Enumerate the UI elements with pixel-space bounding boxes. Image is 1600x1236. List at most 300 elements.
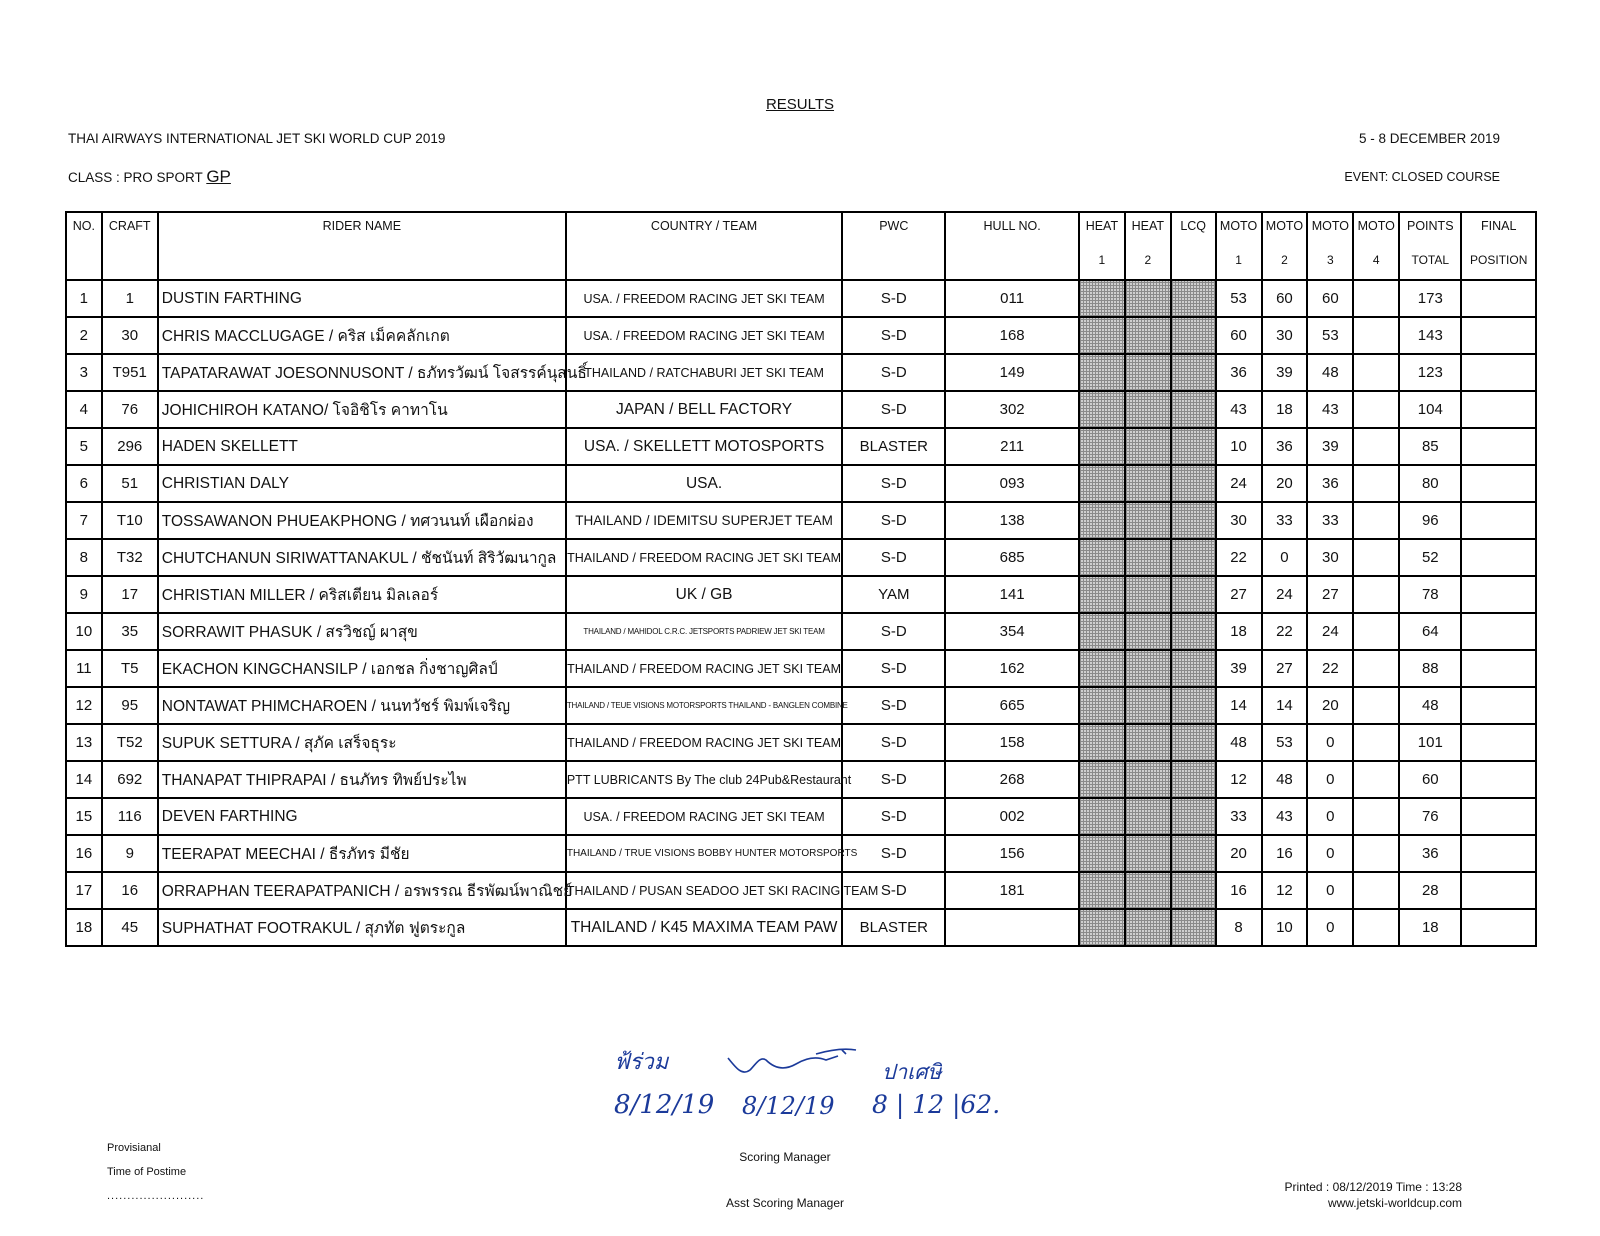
cell-no: 14 (66, 761, 102, 798)
cell-moto-1: 36 (1216, 354, 1262, 391)
cell-no: 16 (66, 835, 102, 872)
table-row (66, 280, 1536, 317)
cell-no: 1 (66, 280, 102, 317)
column-header (1262, 212, 1308, 280)
table-row (66, 835, 1536, 872)
cell-points-total: 48 (1399, 687, 1461, 724)
cell-no: 13 (66, 724, 102, 761)
cell-hull: 002 (945, 798, 1079, 835)
cell-points-total: 28 (1399, 872, 1461, 909)
cell-no: 2 (66, 317, 102, 354)
column-header (566, 212, 842, 280)
cell-team: USA. / SKELLETT MOTOSPORTS (566, 428, 842, 465)
cell-heat-1 (1079, 502, 1125, 539)
cell-lcq (1171, 280, 1216, 317)
cell-moto-4 (1353, 835, 1399, 872)
table-row (66, 798, 1536, 835)
cell-final-position (1461, 687, 1536, 724)
column-header-top: COUNTRY / TEAM (650, 219, 758, 233)
cell-team: THAILAND / FREEDOM RACING JET SKI TEAM (566, 650, 842, 687)
cell-team: THAILAND / FREEDOM RACING JET SKI TEAM (566, 539, 842, 576)
cell-heat-2 (1125, 317, 1171, 354)
cell-points-total: 76 (1399, 798, 1461, 835)
cell-final-position (1461, 650, 1536, 687)
course-type: EVENT: CLOSED COURSE (1344, 170, 1500, 184)
cell-no: 4 (66, 391, 102, 428)
column-header-top: LCQ (1180, 219, 1207, 233)
results-body (66, 280, 1536, 946)
cell-pwc: S-D (842, 539, 945, 576)
cell-moto-2: 16 (1262, 835, 1308, 872)
cell-moto-3: 33 (1307, 502, 1353, 539)
cell-pwc: S-D (842, 798, 945, 835)
cell-rider: SORRAWIT PHASUK / สรวิชญ์ ผาสุข (158, 613, 566, 650)
cell-lcq (1171, 798, 1216, 835)
cell-rider: CHRIS MACCLUGAGE / คริส เม็คคลักเกต (158, 317, 566, 354)
column-header-top: HULL NO. (983, 219, 1041, 233)
cell-craft: 16 (102, 872, 158, 909)
table-row (66, 576, 1536, 613)
cell-lcq (1171, 391, 1216, 428)
cell-heat-1 (1079, 798, 1125, 835)
cell-lcq (1171, 539, 1216, 576)
column-header-top: MOTO (1219, 219, 1258, 233)
cell-moto-1: 33 (1216, 798, 1262, 835)
cell-moto-3: 36 (1307, 465, 1353, 502)
cell-hull: 354 (945, 613, 1079, 650)
cell-final-position (1461, 354, 1536, 391)
cell-moto-1: 60 (1216, 317, 1262, 354)
cell-team: PTT LUBRICANTS By The club 24Pub&Restaurant (566, 761, 842, 798)
cell-moto-1: 53 (1216, 280, 1262, 317)
cell-moto-1: 27 (1216, 576, 1262, 613)
cell-lcq (1171, 613, 1216, 650)
table-row (66, 354, 1536, 391)
cell-moto-4 (1353, 872, 1399, 909)
cell-craft: 45 (102, 909, 158, 946)
cell-craft: T10 (102, 502, 158, 539)
cell-heat-2 (1125, 576, 1171, 613)
cell-team: USA. (566, 465, 842, 502)
cell-no: 18 (66, 909, 102, 946)
cell-hull: 138 (945, 502, 1079, 539)
column-header-top: MOTO (1265, 219, 1304, 233)
column-header-top: HEAT (1085, 219, 1119, 233)
cell-moto-4 (1353, 502, 1399, 539)
cell-team: THAILAND / K45 MAXIMA TEAM PAW (566, 909, 842, 946)
table-header-row (66, 212, 1536, 280)
cell-pwc: S-D (842, 354, 945, 391)
cell-final-position (1461, 909, 1536, 946)
cell-rider: TEERAPAT MEECHAI / ธีรภัทร มีชัย (158, 835, 566, 872)
cell-moto-1: 12 (1216, 761, 1262, 798)
cell-final-position (1461, 613, 1536, 650)
column-header (158, 212, 566, 280)
cell-pwc: S-D (842, 502, 945, 539)
cell-points-total: 78 (1399, 576, 1461, 613)
cell-moto-2: 30 (1262, 317, 1308, 354)
column-header (1216, 212, 1262, 280)
cell-heat-1 (1079, 391, 1125, 428)
cell-heat-1 (1079, 428, 1125, 465)
column-header-top: CRAFT (108, 219, 151, 233)
cell-craft: 76 (102, 391, 158, 428)
cell-heat-1 (1079, 280, 1125, 317)
cell-points-total: 123 (1399, 354, 1461, 391)
cell-moto-2: 18 (1262, 391, 1308, 428)
cell-pwc: S-D (842, 687, 945, 724)
table-row (66, 687, 1536, 724)
cell-moto-2: 43 (1262, 798, 1308, 835)
column-header (1353, 212, 1399, 280)
cell-moto-4 (1353, 354, 1399, 391)
cell-moto-1: 20 (1216, 835, 1262, 872)
cell-moto-3: 0 (1307, 835, 1353, 872)
cell-lcq (1171, 761, 1216, 798)
cell-team: THAILAND / PUSAN SEADOO JET SKI RACING TEAM (566, 872, 842, 909)
cell-pwc: S-D (842, 465, 945, 502)
cell-craft: 296 (102, 428, 158, 465)
cell-heat-2 (1125, 613, 1171, 650)
cell-craft: 95 (102, 687, 158, 724)
cell-moto-2: 33 (1262, 502, 1308, 539)
cell-moto-1: 14 (1216, 687, 1262, 724)
cell-pwc: S-D (842, 872, 945, 909)
cell-lcq (1171, 576, 1216, 613)
cell-final-position (1461, 761, 1536, 798)
cell-no: 7 (66, 502, 102, 539)
cell-moto-4 (1353, 391, 1399, 428)
cell-moto-3: 53 (1307, 317, 1353, 354)
cell-heat-2 (1125, 909, 1171, 946)
cell-lcq (1171, 687, 1216, 724)
table-row (66, 317, 1536, 354)
cell-craft: T951 (102, 354, 158, 391)
cell-moto-2: 27 (1262, 650, 1308, 687)
column-header-top: POINTS (1407, 219, 1454, 233)
cell-heat-2 (1125, 354, 1171, 391)
table-row (66, 539, 1536, 576)
cell-final-position (1461, 724, 1536, 761)
signature-2-date: 8/12/19 (742, 1092, 835, 1120)
cell-team: THAILAND / TRUE VISIONS BOBBY HUNTER MOTORSPORTS (566, 835, 842, 872)
cell-moto-1: 18 (1216, 613, 1262, 650)
cell-final-position (1461, 317, 1536, 354)
cell-heat-1 (1079, 539, 1125, 576)
asst-scoring-manager-label: Asst Scoring Manager (725, 1196, 845, 1210)
cell-team: USA. / FREEDOM RACING JET SKI TEAM (566, 280, 842, 317)
column-header-top: MOTO (1311, 219, 1349, 233)
cell-moto-4 (1353, 576, 1399, 613)
cell-no: 3 (66, 354, 102, 391)
cell-heat-2 (1125, 761, 1171, 798)
cell-points-total: 173 (1399, 280, 1461, 317)
cell-moto-3: 24 (1307, 613, 1353, 650)
cell-pwc: S-D (842, 835, 945, 872)
column-header-bottom: 2 (1281, 253, 1288, 267)
cell-moto-2: 36 (1262, 428, 1308, 465)
cell-moto-4 (1353, 428, 1399, 465)
cell-hull: 268 (945, 761, 1079, 798)
cell-team: THAILAND / RATCHABURI JET SKI TEAM (566, 354, 842, 391)
table-row (66, 428, 1536, 465)
cell-moto-2: 24 (1262, 576, 1308, 613)
cell-moto-1: 39 (1216, 650, 1262, 687)
cell-pwc: S-D (842, 280, 945, 317)
column-header-bottom: 2 (1144, 253, 1152, 267)
cell-team: UK / GB (566, 576, 842, 613)
cell-lcq (1171, 872, 1216, 909)
cell-hull (945, 909, 1079, 946)
cell-moto-3: 27 (1307, 576, 1353, 613)
column-header (1171, 212, 1216, 280)
cell-rider: DUSTIN FARTHING (158, 280, 566, 317)
column-header (66, 212, 102, 280)
cell-heat-1 (1079, 761, 1125, 798)
cell-hull: 141 (945, 576, 1079, 613)
cell-moto-2: 10 (1262, 909, 1308, 946)
signature-1: ฟ้ร่วม (614, 1050, 669, 1075)
cell-no: 15 (66, 798, 102, 835)
cell-moto-3: 30 (1307, 539, 1353, 576)
cell-moto-4 (1353, 613, 1399, 650)
cell-lcq (1171, 354, 1216, 391)
column-header-top: PWC (879, 219, 909, 233)
cell-points-total: 60 (1399, 761, 1461, 798)
cell-rider: CHRISTIAN MILLER / คริสเตียน มิลเลอร์ (158, 576, 566, 613)
cell-rider: ORRAPHAN TEERAPATPANICH / อรพรรณ ธีรพัฒน์พาณิชย์ (158, 872, 566, 909)
table-row (66, 872, 1536, 909)
scoring-manager-label: Scoring Manager (739, 1150, 831, 1164)
cell-heat-1 (1079, 835, 1125, 872)
cell-moto-1: 48 (1216, 724, 1262, 761)
cell-lcq (1171, 502, 1216, 539)
cell-final-position (1461, 391, 1536, 428)
cell-moto-4 (1353, 539, 1399, 576)
cell-heat-2 (1125, 539, 1171, 576)
table-row (66, 909, 1536, 946)
cell-moto-2: 20 (1262, 465, 1308, 502)
cell-final-position (1461, 835, 1536, 872)
cell-heat-2 (1125, 687, 1171, 724)
cell-moto-4 (1353, 317, 1399, 354)
cell-rider: SUPHATHAT FOOTRAKUL / สุภทัต ฟูตระกูล (158, 909, 566, 946)
table-row (66, 724, 1536, 761)
cell-heat-1 (1079, 317, 1125, 354)
table-row (66, 650, 1536, 687)
results-table (65, 211, 1537, 947)
cell-moto-4 (1353, 761, 1399, 798)
column-header-top: HEAT (1131, 219, 1164, 233)
table-row (66, 391, 1536, 428)
cell-no: 17 (66, 872, 102, 909)
column-header (1461, 212, 1536, 280)
cell-final-position (1461, 280, 1536, 317)
column-header-top: NO. (72, 219, 95, 233)
cell-final-position (1461, 428, 1536, 465)
cell-rider: CHUTCHANUN SIRIWATTANAKUL / ชัชนันท์ สิริวัฒนากูล (158, 539, 566, 576)
cell-points-total: 101 (1399, 724, 1461, 761)
cell-moto-4 (1353, 909, 1399, 946)
cell-points-total: 96 (1399, 502, 1461, 539)
cell-no: 11 (66, 650, 102, 687)
cell-hull: 156 (945, 835, 1079, 872)
cell-points-total: 80 (1399, 465, 1461, 502)
cell-moto-1: 10 (1216, 428, 1262, 465)
cell-heat-1 (1079, 687, 1125, 724)
class-prefix: CLASS : PRO SPORT (68, 170, 203, 185)
cell-pwc: S-D (842, 613, 945, 650)
cell-final-position (1461, 798, 1536, 835)
table-row (66, 761, 1536, 798)
cell-pwc: S-D (842, 317, 945, 354)
cell-moto-2: 39 (1262, 354, 1308, 391)
cell-rider: TAPATARAWAT JOESONNUSONT / ธภัทรวัฒน์ โจสรรค์นุสนธิ์ (158, 354, 566, 391)
cell-points-total: 18 (1399, 909, 1461, 946)
table-row (66, 502, 1536, 539)
postime-label: Time of Postime (107, 1166, 187, 1178)
cell-points-total: 104 (1399, 391, 1461, 428)
cell-moto-2: 12 (1262, 872, 1308, 909)
cell-moto-3: 22 (1307, 650, 1353, 687)
column-header-bottom: 1 (1098, 253, 1106, 267)
column-header-bottom: 3 (1326, 253, 1334, 267)
cell-heat-2 (1125, 502, 1171, 539)
cell-heat-2 (1125, 798, 1171, 835)
cell-lcq (1171, 650, 1216, 687)
cell-team: THAILAND / MAHIDOL C.R.C. JETSPORTS PADRIEW JET SKI TEAM (566, 613, 842, 650)
cell-craft: 17 (102, 576, 158, 613)
cell-heat-1 (1079, 576, 1125, 613)
cell-moto-3: 20 (1307, 687, 1353, 724)
cell-lcq (1171, 909, 1216, 946)
cell-heat-1 (1079, 613, 1125, 650)
cell-moto-4 (1353, 650, 1399, 687)
cell-heat-2 (1125, 391, 1171, 428)
cell-final-position (1461, 539, 1536, 576)
cell-moto-3: 0 (1307, 798, 1353, 835)
table-row (66, 465, 1536, 502)
signature-3-date: 8 | 12 |62. (872, 1090, 1001, 1119)
cell-pwc: S-D (842, 724, 945, 761)
cell-points-total: 143 (1399, 317, 1461, 354)
cell-hull: 093 (945, 465, 1079, 502)
cell-moto-1: 16 (1216, 872, 1262, 909)
cell-final-position (1461, 576, 1536, 613)
cell-rider: CHRISTIAN DALY (158, 465, 566, 502)
cell-no: 6 (66, 465, 102, 502)
cell-points-total: 88 (1399, 650, 1461, 687)
cell-points-total: 52 (1399, 539, 1461, 576)
cell-rider: NONTAWAT PHIMCHAROEN / นนทวัชร์ พิมพ์เจริญ (158, 687, 566, 724)
cell-lcq (1171, 724, 1216, 761)
cell-moto-3: 0 (1307, 761, 1353, 798)
column-header (1079, 212, 1125, 280)
column-header-bottom: 4 (1372, 253, 1380, 267)
cell-moto-3: 39 (1307, 428, 1353, 465)
cell-pwc: BLASTER (842, 909, 945, 946)
cell-rider: EKACHON KINGCHANSILP / เอกชล กิ่งชาญศิลป์ (158, 650, 566, 687)
cell-team: THAILAND / FREEDOM RACING JET SKI TEAM (566, 724, 842, 761)
cell-hull: 181 (945, 872, 1079, 909)
column-header-bottom: POSITION (1470, 253, 1528, 267)
cell-rider: JOHICHIROH KATANO/ โจอิชิโร คาทาโน (158, 391, 566, 428)
cell-hull: 158 (945, 724, 1079, 761)
cell-hull: 302 (945, 391, 1079, 428)
cell-heat-2 (1125, 465, 1171, 502)
cell-heat-1 (1079, 724, 1125, 761)
cell-rider: THANAPAT THIPRAPAI / ธนภัทร ทิพย์ประไพ (158, 761, 566, 798)
cell-lcq (1171, 317, 1216, 354)
cell-heat-2 (1125, 428, 1171, 465)
postime-blank: ........................ (107, 1190, 205, 1202)
cell-pwc: S-D (842, 650, 945, 687)
cell-team: THAILAND / TEUE VISIONS MOTORSPORTS THAILAND - BANGLEN COMBINE (566, 687, 842, 724)
cell-moto-4 (1353, 465, 1399, 502)
cell-moto-1: 24 (1216, 465, 1262, 502)
cell-pwc: BLASTER (842, 428, 945, 465)
signature-1-date: 8/12/19 (614, 1090, 715, 1120)
cell-moto-3: 60 (1307, 280, 1353, 317)
cell-moto-2: 53 (1262, 724, 1308, 761)
column-header (842, 212, 945, 280)
cell-pwc: S-D (842, 391, 945, 428)
cell-craft: T52 (102, 724, 158, 761)
column-header-top: RIDER NAME (322, 219, 402, 233)
class-label (68, 167, 231, 187)
cell-hull: 162 (945, 650, 1079, 687)
column-header (102, 212, 158, 280)
column-header-bottom: 1 (1235, 253, 1242, 267)
cell-heat-2 (1125, 650, 1171, 687)
cell-rider: TOSSAWANON PHUEAKPHONG / ทศวนนท์ เผือกผ่อง (158, 502, 566, 539)
cell-craft: 692 (102, 761, 158, 798)
cell-craft: T32 (102, 539, 158, 576)
cell-craft: 9 (102, 835, 158, 872)
column-header (1125, 212, 1171, 280)
signature-3: ปาเศษิ (882, 1060, 942, 1084)
cell-pwc: YAM (842, 576, 945, 613)
cell-moto-2: 60 (1262, 280, 1308, 317)
cell-heat-1 (1079, 465, 1125, 502)
cell-team: USA. / FREEDOM RACING JET SKI TEAM (566, 798, 842, 835)
provisional-label: Provisianal (107, 1142, 161, 1154)
cell-moto-3: 43 (1307, 391, 1353, 428)
cell-craft: 30 (102, 317, 158, 354)
cell-final-position (1461, 465, 1536, 502)
cell-heat-2 (1125, 835, 1171, 872)
table-row (66, 613, 1536, 650)
cell-rider: DEVEN FARTHING (158, 798, 566, 835)
cell-moto-3: 0 (1307, 872, 1353, 909)
cell-lcq (1171, 465, 1216, 502)
cell-hull: 168 (945, 317, 1079, 354)
cell-moto-2: 48 (1262, 761, 1308, 798)
cell-hull: 211 (945, 428, 1079, 465)
event-name: THAI AIRWAYS INTERNATIONAL JET SKI WORLD CUP 2019 (68, 131, 446, 146)
cell-lcq (1171, 835, 1216, 872)
cell-no: 10 (66, 613, 102, 650)
signature-2-mark (726, 1046, 858, 1080)
cell-no: 12 (66, 687, 102, 724)
cell-heat-2 (1125, 280, 1171, 317)
cell-moto-4 (1353, 687, 1399, 724)
cell-no: 5 (66, 428, 102, 465)
cell-moto-3: 48 (1307, 354, 1353, 391)
cell-heat-1 (1079, 650, 1125, 687)
cell-points-total: 85 (1399, 428, 1461, 465)
cell-moto-2: 14 (1262, 687, 1308, 724)
